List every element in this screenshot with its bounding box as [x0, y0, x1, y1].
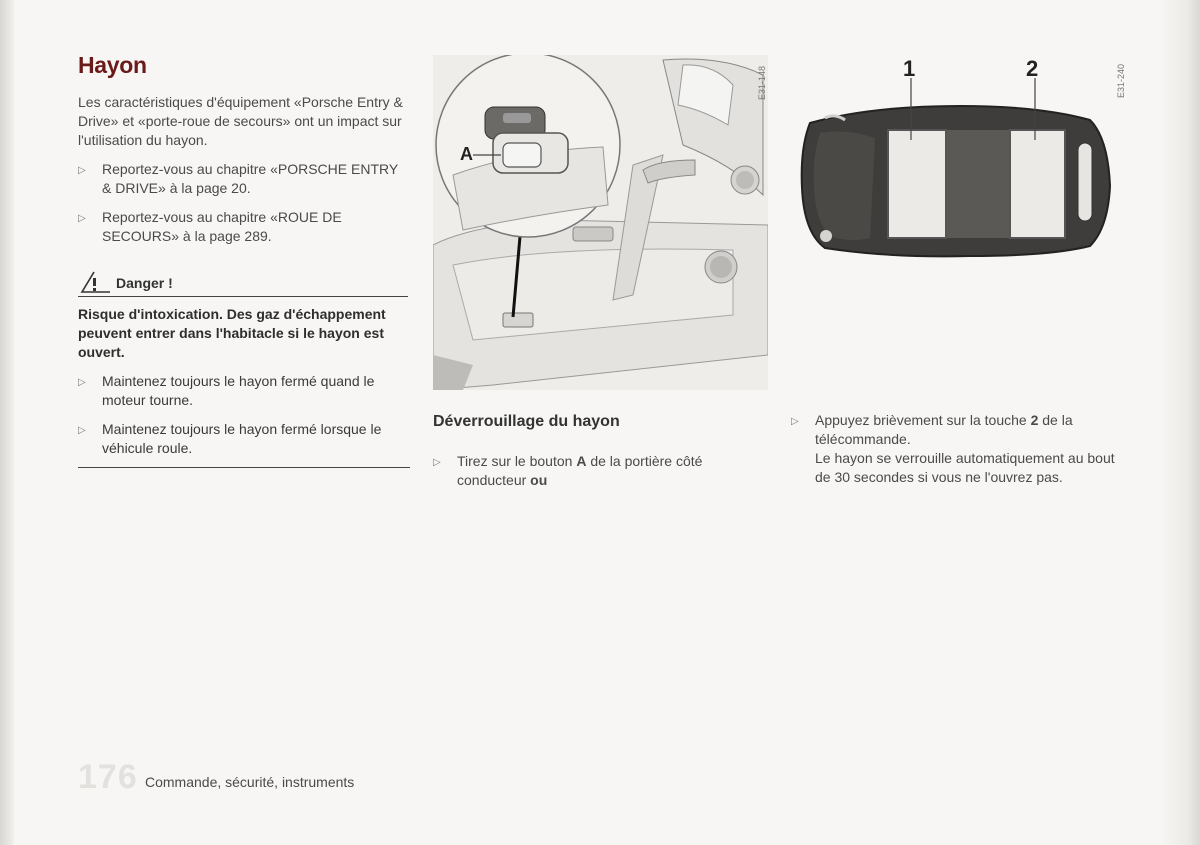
list-item	[78, 420, 408, 458]
warning-triangle-icon	[80, 270, 112, 294]
callout-label-2: 2	[1026, 56, 1039, 81]
danger-body	[78, 305, 408, 468]
intro-column	[78, 93, 410, 256]
text-run: Tirez sur le bouton	[457, 453, 577, 469]
list-item	[78, 372, 408, 410]
door-panel-drawing	[433, 55, 768, 390]
callout-label-a: A	[460, 144, 473, 164]
list-item-text	[457, 453, 702, 488]
list-item-text: Maintenez toujours le hayon fermé lorsque le véhicule roule.	[102, 421, 382, 456]
conjunction: ou	[530, 472, 548, 488]
remote-note: Le hayon se verrouille automatiquement au bout de 30 secondes si vous ne l'ouvrez pas.	[815, 450, 1115, 485]
button-reference: A	[576, 453, 587, 469]
intro-paragraph: Les caractéristiques d'équipement «Porsche Entry & Drive» et «porte-roue de secours» ont un impact sur l'utilisation du hayon.	[78, 94, 403, 148]
bullet-arrow-icon: ▷	[433, 457, 441, 468]
door-panel-illustration	[433, 55, 768, 390]
page-edge-shadow	[1160, 0, 1200, 845]
list-item	[78, 208, 410, 246]
section-heading: Déverrouillage du hayon	[433, 413, 620, 430]
text-run: Appuyez brièvement sur la touche	[815, 412, 1031, 428]
list-item-text: Maintenez toujours le hayon fermé quand le moteur tourne.	[102, 373, 375, 408]
list-item-text: Reportez-vous au chapitre «ROUE DE SECOURS» à la page 289.	[102, 209, 342, 244]
unlock-column	[433, 452, 753, 500]
callout-label-1: 1	[903, 56, 916, 81]
page-title: Hayon	[78, 52, 147, 78]
list-item	[433, 452, 753, 490]
bullet-arrow-icon: ▷	[78, 425, 86, 436]
list-item-text	[815, 412, 1073, 447]
car-top-view-illustration	[790, 58, 1125, 278]
text-run: de la télécommande.	[815, 412, 1073, 447]
danger-warning-text: Risque d'intoxication. Des gaz d'échappement peuvent entrer dans l'habitacle si le hayon est ouvert.	[78, 306, 386, 360]
page-binding-shadow	[0, 0, 14, 845]
car-figure-code: E31-240	[1116, 63, 1126, 98]
list-item-text: Reportez-vous au chapitre «PORSCHE ENTRY & DRIVE» à la page 20.	[102, 161, 398, 196]
car-top-drawing	[790, 58, 1125, 278]
danger-label: Danger !	[116, 275, 173, 291]
danger-header	[78, 270, 408, 297]
remote-column	[791, 411, 1121, 487]
page-number: 176	[78, 758, 138, 796]
bullet-arrow-icon: ▷	[78, 165, 86, 176]
list-item	[791, 411, 1121, 449]
danger-rule	[78, 467, 410, 468]
footer-section: Commande, sécurité, instruments	[145, 774, 355, 790]
bullet-arrow-icon: ▷	[78, 213, 86, 224]
bullet-arrow-icon: ▷	[791, 416, 799, 427]
bullet-arrow-icon: ▷	[78, 377, 86, 388]
list-item	[78, 160, 410, 198]
text-run: de la portière côté conducteur	[457, 453, 703, 488]
button-reference: 2	[1030, 412, 1039, 428]
door-figure-code: E31-148	[757, 65, 767, 100]
